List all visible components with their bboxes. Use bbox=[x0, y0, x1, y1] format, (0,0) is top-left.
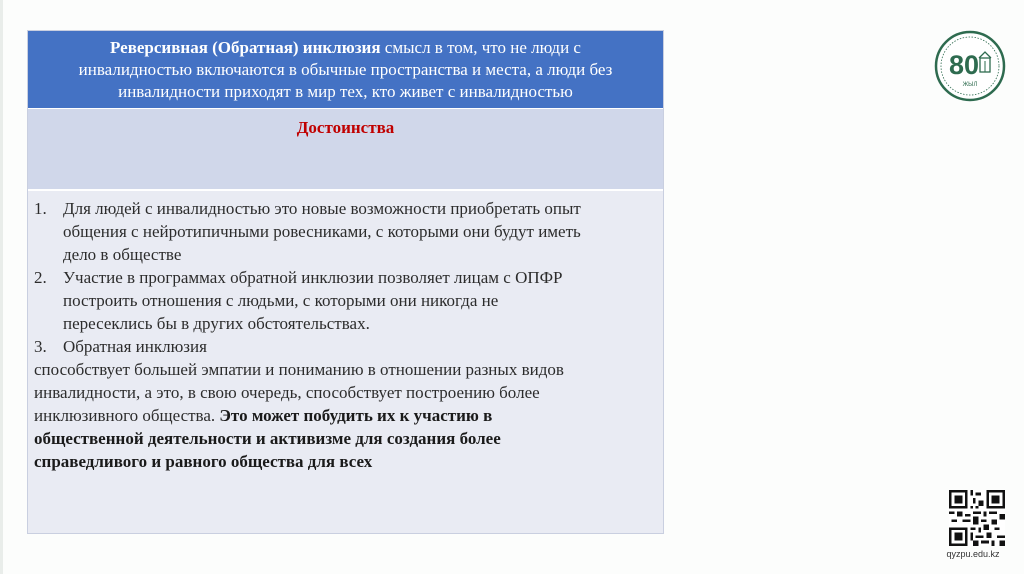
logo-caption: ЖЫЛ bbox=[962, 82, 978, 88]
continuation-text: инклюзивного общества. bbox=[34, 406, 220, 425]
continuation-line: способствует большей эмпатии и пониманию в отношении разных видов bbox=[34, 360, 564, 379]
list-line: Обратная инклюзия bbox=[63, 337, 207, 356]
list-item bbox=[34, 266, 655, 335]
anniversary-logo bbox=[934, 30, 1006, 102]
table-header bbox=[28, 31, 663, 108]
content-table bbox=[27, 30, 664, 534]
continuation-line: инвалидности, а это, в свою очередь, способствует построению более bbox=[34, 383, 540, 402]
list-line: Для людей с инвалидностью это новые возможности приобретать опыт bbox=[63, 199, 581, 218]
website-label: qyzpu.edu.kz bbox=[946, 549, 1000, 559]
subheader-cell bbox=[28, 108, 663, 191]
subheader-title: Достоинства bbox=[296, 118, 395, 137]
list-line: пересеклись бы в других обстоятельствах. bbox=[63, 314, 370, 333]
emphasis-line: общественной деятельности и активизме для создания более bbox=[34, 429, 501, 448]
header-line-3: инвалидности приходят в мир тех, кто живет с инвалидностью bbox=[118, 82, 573, 101]
continuation-paragraph bbox=[34, 358, 655, 473]
emphasis-line: справедливого и равного общества для всех bbox=[34, 452, 373, 471]
continuation-line bbox=[34, 404, 655, 427]
list-line: общения с нейротипичными ровесниками, с которыми они будут иметь bbox=[63, 222, 581, 241]
list-number: 2. bbox=[34, 268, 47, 287]
slide-edge bbox=[0, 0, 3, 574]
emphasis-text: Это может побудить их к участию в bbox=[219, 406, 493, 425]
header-text: смысл в том, что не люди с bbox=[380, 38, 581, 57]
list-line: построить отношения с людьми, с которыми они никогда не bbox=[63, 291, 499, 310]
body-cell bbox=[28, 191, 663, 533]
list-item bbox=[34, 197, 655, 266]
header-line-1 bbox=[38, 37, 653, 59]
list-item bbox=[34, 335, 655, 358]
list-line: Участие в программах обратной инклюзии позволяет лицам с ОПФР bbox=[63, 268, 563, 287]
list-number: 1. bbox=[34, 199, 47, 218]
list-number: 3. bbox=[34, 337, 47, 356]
header-bold-term: Реверсивная (Обратная) инклюзия bbox=[110, 38, 381, 57]
qr-code-icon bbox=[949, 490, 1005, 546]
logo-number: 80 bbox=[948, 50, 980, 80]
list-line: дело в обществе bbox=[63, 245, 182, 264]
header-line-2: инвалидностью включаются в обычные пространства и места, а люди без bbox=[78, 60, 613, 79]
